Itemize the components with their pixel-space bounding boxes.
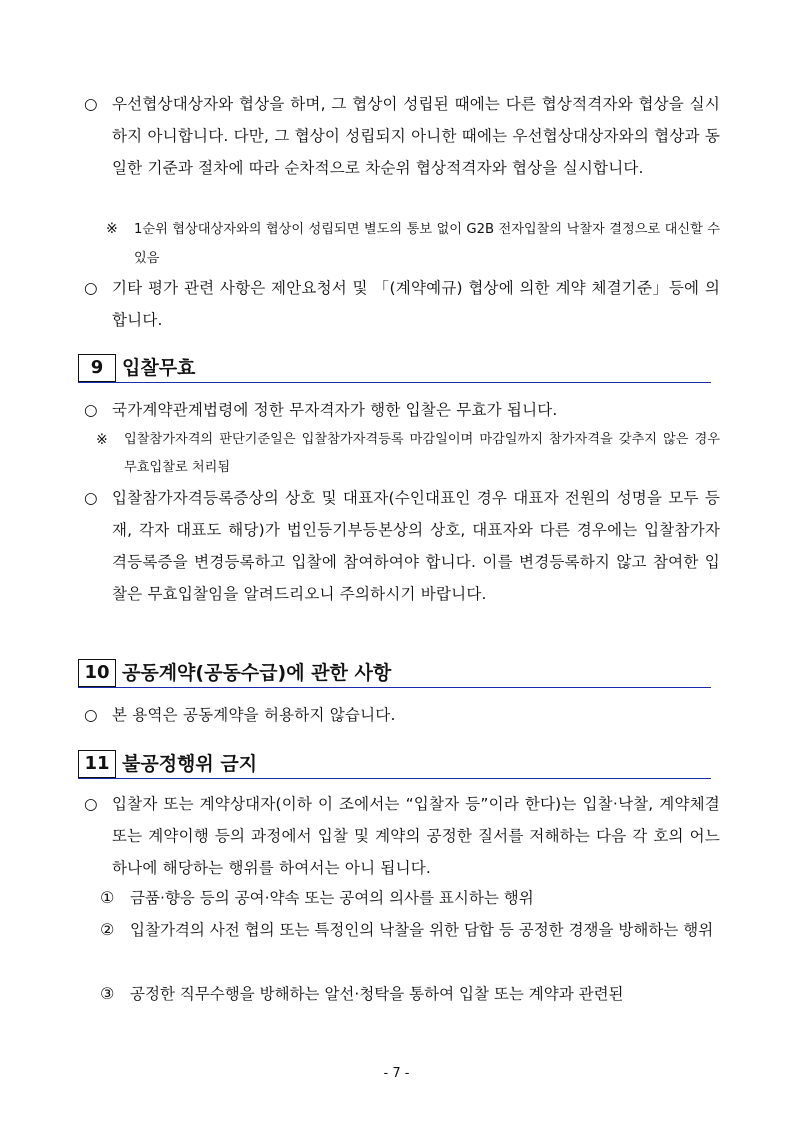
circle-bullet-icon: ○	[84, 279, 98, 297]
paragraph-text: 본 용역은 공동계약을 허용하지 않습니다.	[112, 706, 396, 724]
circle-bullet-icon: ○	[84, 489, 98, 507]
circle-bullet-icon: ○	[84, 401, 98, 419]
section-number: 10	[78, 659, 116, 687]
section-title: 공동계약(공동수급)에 관한 사항	[122, 662, 392, 684]
list-item-text: 금품·향응 등의 공여·약속 또는 공여의 의사를 표시하는 행위	[130, 889, 534, 907]
page-number: - 7 -	[383, 1066, 410, 1081]
list-item-2	[100, 914, 720, 946]
section-heading-9	[78, 354, 711, 383]
paragraph-unfair-acts	[84, 788, 720, 884]
paragraph-registration-change	[84, 482, 720, 610]
circle-bullet-icon: ○	[84, 795, 98, 813]
section-number: 11	[78, 750, 116, 778]
note-qualification-date	[96, 426, 720, 482]
section-title: 입찰무효	[122, 357, 196, 379]
circle-bullet-icon: ○	[84, 706, 98, 724]
circle-bullet-icon: ○	[84, 95, 98, 113]
paragraph-other-evaluation	[84, 272, 720, 336]
note-text: 1순위 협상대상자와의 협상이 성립되면 별도의 통보 없이 G2B 전자입찰의 낙찰자 결정으로 대신할 수 있음	[134, 222, 720, 266]
paragraph-text: 입찰자 또는 계약상대자(이하 이 조에서는 “입찰자 등”이라 한다)는 입찰·낙찰, 계약체결 또는 계약이행 등의 과정에서 입찰 및 계약의 공정한 질서를 저해하는 다음 각 호의 어느 하나에 해당하는 행위를 하여서는 아니 됩니다.	[112, 795, 720, 877]
reference-mark-icon: ※	[96, 432, 108, 448]
reference-mark-icon: ※	[106, 221, 118, 237]
paragraph-joint-contract	[84, 699, 720, 731]
section-number: 9	[78, 354, 116, 382]
list-item-3	[100, 978, 720, 1010]
section-heading-10	[78, 659, 711, 688]
paragraph-text: 입찰참가자격등록증상의 상호 및 대표자(수인대표인 경우 대표자 전원의 성명을 모두 등재, 각자 대표도 해당)가 법인등기부등본상의 상호, 대표자와 다른 경우에는 입찰참가자격등록증을 변경등록하고 입찰에 참여하여야 합니다. 이를 변경등록하지 않고 참여한 입찰은 무효입찰임을 알려드리오니 주의하시기 바랍니다.	[112, 489, 720, 603]
circled-number-3-icon: ③	[100, 984, 115, 1003]
paragraph-text: 국가계약관계법령에 정한 무자격자가 행한 입찰은 무효가 됩니다.	[112, 401, 558, 419]
section-title: 불공정행위 금지	[122, 753, 258, 775]
paragraph-negotiation	[84, 88, 720, 184]
note-text: 입찰참가자격의 판단기준일은 입찰참가자격등록 마감일이며 마감일까지 참가자격을 갖추지 않은 경우 무효입찰로 처리됨	[124, 432, 720, 475]
section-heading-11	[78, 750, 711, 779]
paragraph-unqualified-bid	[84, 394, 720, 426]
paragraph-text: 우선협상대상자와 협상을 하며, 그 협상이 성립된 때에는 다른 협상적격자와 협상을 실시하지 아니합니다. 다만, 그 협상이 성립되지 아니한 때에는 우선협상대상자와의 협상과 동일한 기준과 절차에 따라 순차적으로 차순위 협상적격자와 협상을 실시합니다.	[112, 95, 720, 177]
list-item-1	[100, 882, 720, 914]
note-first-rank	[106, 215, 720, 273]
circled-number-1-icon: ①	[100, 888, 115, 907]
list-item-text: 공정한 직무수행을 방해하는 알선·청탁을 통하여 입찰 또는 계약과 관련된	[130, 985, 624, 1003]
circled-number-2-icon: ②	[100, 920, 115, 939]
paragraph-text: 기타 평가 관련 사항은 제안요청서 및 「(계약예규) 협상에 의한 계약 체결기준」등에 의합니다.	[112, 279, 720, 329]
list-item-text: 입찰가격의 사전 협의 또는 특정인의 낙찰을 위한 담합 등 공정한 경쟁을 방해하는 행위	[130, 921, 714, 939]
